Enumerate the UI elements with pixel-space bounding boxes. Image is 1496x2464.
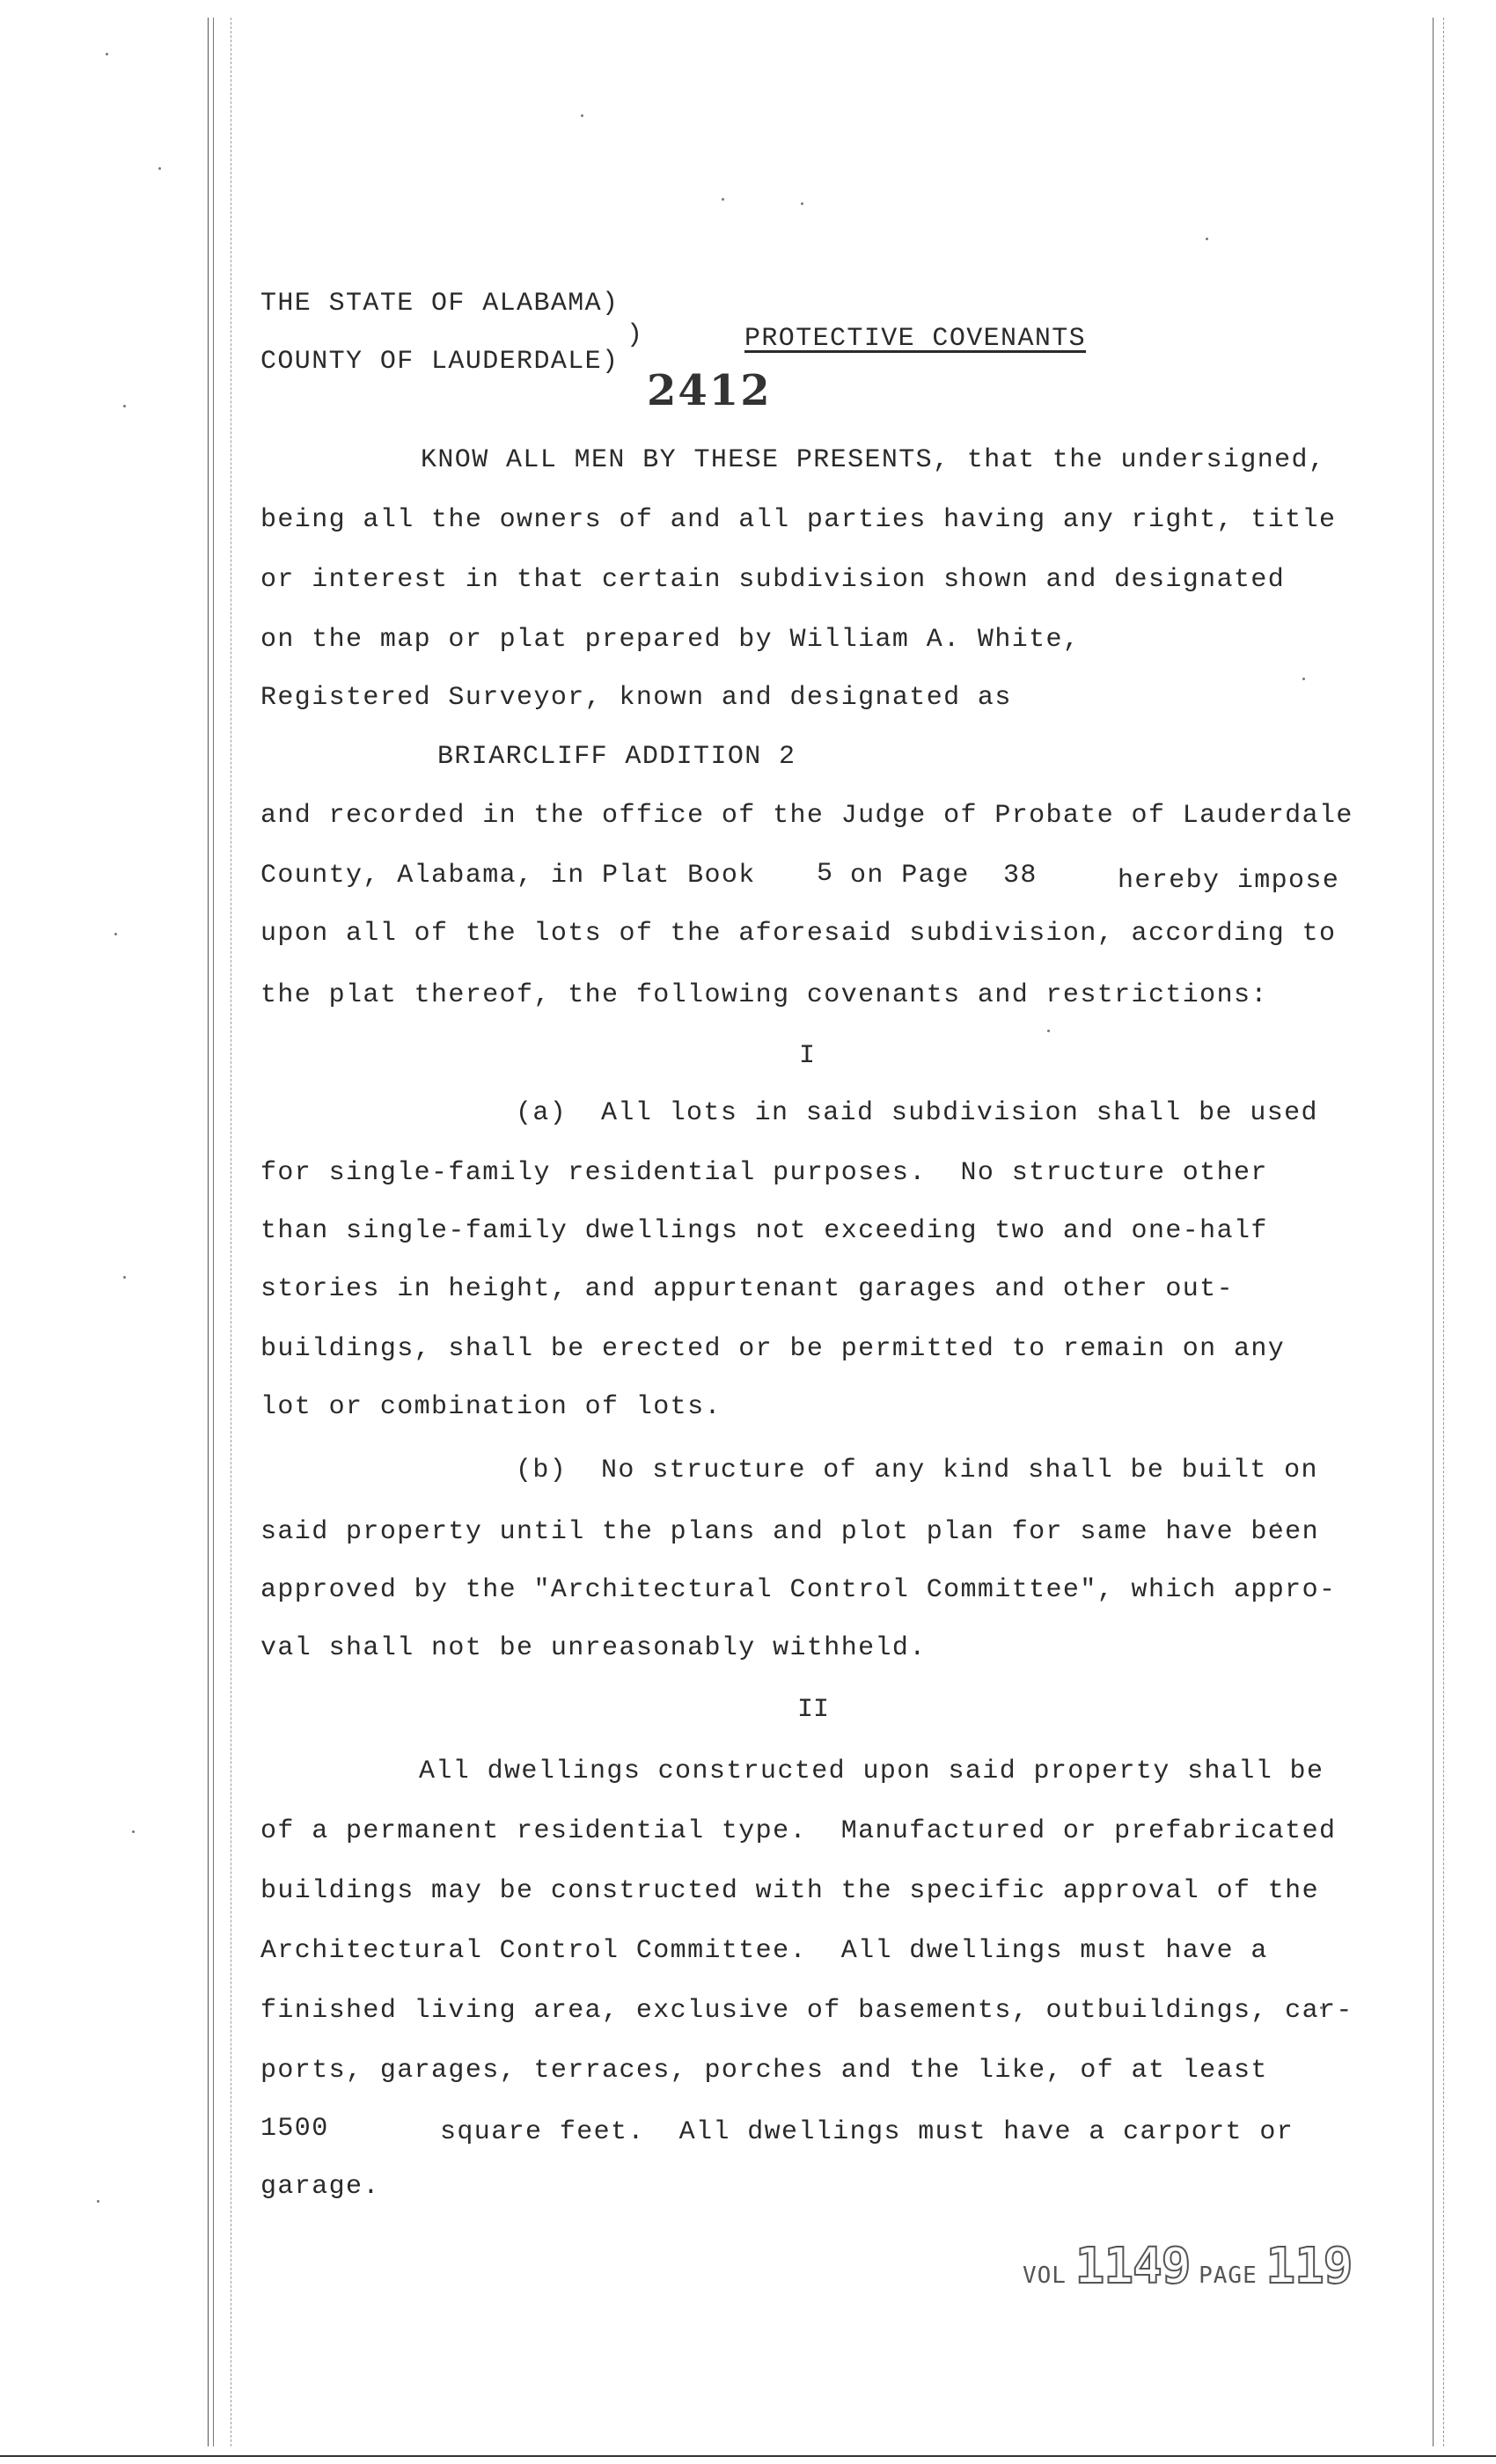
stamp-vol-number: 1149 (1074, 2238, 1191, 2295)
recording-line: upon all of the lots of the aforesaid subdivision, according to (260, 919, 1337, 949)
scan-speck (123, 405, 126, 407)
scan-speck (1047, 1030, 1050, 1032)
section-1-b-line: val shall not be unreasonably withheld. (260, 1633, 927, 1663)
right-margin-rule-outer (1443, 18, 1444, 2446)
preamble-line: being all the owners of and all parties having any right, title (260, 505, 1337, 535)
section-1-b-line: said property until the plans and plot plan for same have been (260, 1517, 1319, 1547)
recording-line: hereby impose (1118, 866, 1340, 896)
section-2-line: buildings may be constructed with the specific approval of the (260, 1876, 1319, 1906)
section-1-a-line: buildings, shall be erected or be permitted to remain on any (260, 1334, 1286, 1364)
minimum-square-feet: 1500 (260, 2114, 329, 2144)
section-numeral: I (799, 1041, 816, 1071)
section-2-line: All dwellings constructed upon said property shall be (419, 1756, 1324, 1786)
preamble-line: KNOW ALL MEN BY THESE PRESENTS, that the undersigned, (421, 445, 1326, 475)
section-1-b-line: approved by the "Architectural Control Committee", which appro- (260, 1575, 1337, 1605)
on-page-label: on Page (850, 861, 970, 891)
stamp-page-label: PAGE (1199, 2262, 1258, 2289)
filing-number: 2412 (647, 366, 772, 415)
section-1-a-line: stories in height, and appurtenant garages and other out- (260, 1274, 1234, 1304)
scan-speck (801, 202, 803, 205)
section-1-a-line: (a) All lots in said subdivision shall be used (516, 1098, 1318, 1128)
section-2-line: finished living area, exclusive of basements, outbuildings, car- (260, 1996, 1353, 2026)
preamble-line: Registered Surveyor, known and designated as (260, 683, 1012, 713)
preamble-line: or interest in that certain subdivision shown and designated (260, 565, 1286, 595)
preamble-line: on the map or plat prepared by William A. White, (260, 625, 1081, 655)
caption-bracket: ) (627, 320, 644, 350)
scan-speck (132, 1830, 135, 1833)
county-caption: COUNTY OF LAUDERDALE) (260, 347, 620, 377)
scan-speck (1206, 238, 1208, 240)
recording-stamp (1023, 2238, 1353, 2295)
left-binding-rule-inner (213, 18, 214, 2446)
section-2-line: ports, garages, terraces, porches and the like, of at least (260, 2056, 1268, 2086)
scan-speck (1302, 678, 1305, 680)
plat-book-number: 5 (817, 859, 834, 889)
scan-speck (114, 933, 117, 935)
section-2-line: garage. (260, 2172, 380, 2202)
recording-line: County, Alabama, in Plat Book (260, 861, 756, 891)
left-binding-rule (208, 18, 209, 2446)
section-2-line: of a permanent residential type. Manufactured or prefabricated (260, 1816, 1337, 1846)
right-margin-rule (1433, 18, 1434, 2446)
section-1-a-line: lot or combination of lots. (260, 1392, 722, 1422)
section-numeral: II (797, 1695, 830, 1725)
subdivision-name: BRIARCLIFF ADDITION 2 (437, 742, 796, 772)
section-2-line: Architectural Control Committee. All dwellings must have a (260, 1936, 1268, 1966)
recording-line: the plat thereof, the following covenants and restrictions: (260, 980, 1268, 1010)
section-1-b-line: (b) No structure of any kind shall be built on (516, 1456, 1318, 1485)
bottom-edge-rule (0, 2455, 1496, 2457)
document-title: PROTECTIVE COVENANTS (744, 324, 1087, 354)
state-caption: THE STATE OF ALABAMA) (260, 289, 620, 319)
section-1-a-line: than single-family dwellings not exceeding two and one-half (260, 1216, 1268, 1246)
recording-line: and recorded in the office of the Judge of Probate of Lauderdale (260, 801, 1353, 831)
stamp-page-number: 119 (1265, 2238, 1353, 2295)
scan-speck (106, 53, 108, 55)
section-2-line: square feet. All dwellings must have a carport or (440, 2117, 1294, 2147)
plat-page-number: 38 (1003, 861, 1038, 891)
stamp-vol-label: VOL (1023, 2262, 1067, 2289)
scan-speck (722, 198, 724, 201)
section-1-a-line: for single-family residential purposes. No structure other (260, 1158, 1268, 1188)
scan-speck (581, 114, 583, 117)
scan-speck (158, 167, 161, 170)
scan-speck (123, 1276, 126, 1279)
scan-speck (97, 2200, 99, 2203)
